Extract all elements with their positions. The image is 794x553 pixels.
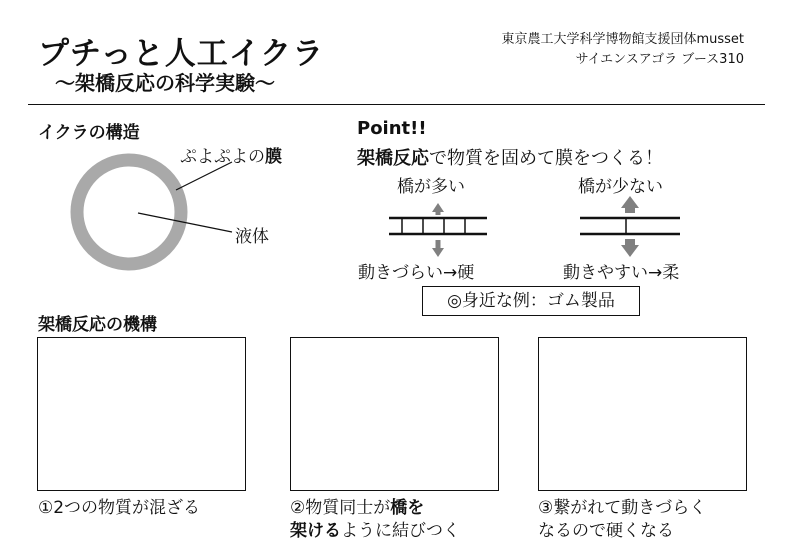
few-bridges-label: 橋が少ない [578, 177, 663, 197]
hard-label: 動きづらい→硬 [358, 263, 475, 283]
mechanism-panel-1 [37, 337, 246, 491]
few-bridges-diagram [580, 196, 680, 257]
point-text [357, 144, 663, 170]
caption-2-line2-rest: ように結びつく [341, 521, 460, 541]
mechanism-panel-2 [290, 337, 499, 491]
point-heading: Point!! [357, 118, 427, 139]
page-title: プチっと人工イクラ [38, 36, 325, 72]
arrow-down-icon [432, 240, 444, 257]
soft-label: 動きやすい→柔 [563, 263, 680, 283]
membrane-leader-line [176, 162, 232, 190]
example-box: ◎身近な例：ゴム製品 [422, 286, 640, 316]
caption-2-bold: 橋を [390, 498, 425, 518]
big-arrow-down-icon [621, 239, 639, 257]
many-bridges-diagram [389, 203, 487, 257]
liquid-label: 液体 [235, 227, 269, 247]
caption-2-line1 [290, 497, 460, 520]
caption-2-prefix: ②物質同士が [290, 498, 391, 518]
point-text-bold: 架橋反応 [357, 148, 429, 169]
arrow-up-icon [432, 203, 444, 215]
caption-3-line1: ③繋がれて動きづらく [538, 498, 707, 518]
page-subtitle: 〜架橋反応の科学実験〜 [55, 71, 275, 95]
organization-name: 東京農工大学科学博物館支援団体musset [501, 32, 744, 47]
many-bridges-label: 橋が多い [397, 177, 465, 197]
caption-1-line1: ①2つの物質が混ざる [38, 498, 201, 518]
membrane-label-bold: 膜 [265, 147, 282, 167]
caption-1 [38, 497, 200, 520]
caption-3 [538, 497, 706, 543]
booth-info: サイエンスアゴラ ブース310 [575, 52, 744, 67]
caption-2-line2-bold: 架ける [290, 521, 341, 541]
ikura-membrane-ring [77, 160, 181, 264]
mechanism-heading: 架橋反応の機構 [38, 315, 157, 335]
big-arrow-up-icon [621, 196, 639, 213]
caption-2 [290, 497, 460, 543]
structure-heading: イクラの構造 [38, 123, 140, 143]
caption-2-line2 [290, 520, 460, 543]
membrane-label-prefix: ぷよぷよの [180, 147, 265, 167]
point-text-rest: で物質を固めて膜をつくる！ [429, 148, 663, 169]
caption-3-line2: なるので硬くなる [538, 521, 674, 541]
mechanism-panel-3 [538, 337, 747, 491]
